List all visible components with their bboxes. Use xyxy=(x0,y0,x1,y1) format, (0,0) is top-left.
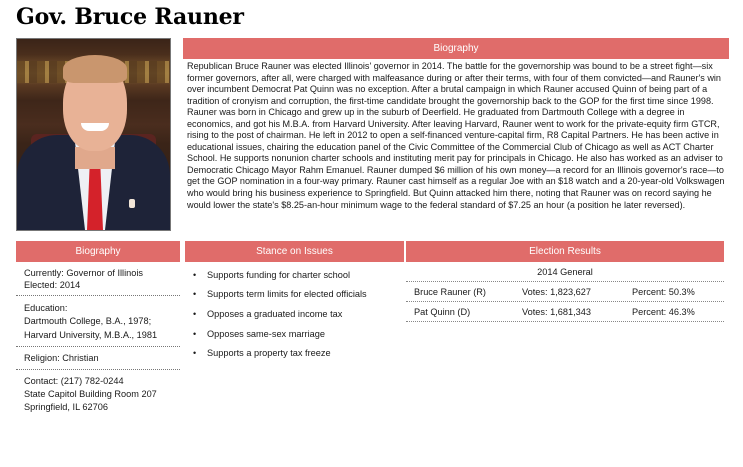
bio-education-block xyxy=(16,296,180,347)
biography-main-header: Biography xyxy=(183,38,729,59)
bio-education-1: Dartmouth College, B.A., 1978; xyxy=(24,316,152,326)
stance-item-label: Opposes same-sex marriage xyxy=(207,328,325,339)
election-votes: Votes: 1,681,343 xyxy=(522,306,591,317)
biography-details xyxy=(16,265,180,418)
bio-education-label: Education: xyxy=(24,303,68,313)
bullet-icon: • xyxy=(193,348,197,359)
election-row xyxy=(406,302,724,322)
portrait-photo xyxy=(16,38,171,231)
bio-current-block xyxy=(16,265,180,296)
bio-contact-phone: Contact: (217) 782-0244 xyxy=(24,376,124,386)
stance-item-label: Supports term limits for elected officials xyxy=(207,289,367,300)
stance-item xyxy=(185,343,404,363)
election-percent: Percent: 46.3% xyxy=(632,306,695,317)
election-candidate: Pat Quinn (D) xyxy=(414,306,471,317)
stance-item-label: Opposes a graduated income tax xyxy=(207,308,343,319)
bullet-icon: • xyxy=(193,328,197,339)
stance-item xyxy=(185,324,404,344)
bio-contact-block xyxy=(16,370,180,418)
stance-header: Stance on Issues xyxy=(185,241,404,262)
bio-religion-block xyxy=(16,347,180,370)
photo-hair xyxy=(63,55,127,83)
bio-education-2: Harvard University, M.B.A., 1981 xyxy=(24,330,158,340)
bio-elected: Elected: 2014 xyxy=(24,280,81,290)
biography-header: Biography xyxy=(16,241,180,262)
bio-current: Currently: Governor of Illinois xyxy=(24,268,143,278)
page-title: Gov. Bruce Rauner xyxy=(16,4,244,30)
election-race: 2014 General xyxy=(406,265,724,282)
stance-list xyxy=(185,265,404,363)
bio-contact-address-1: State Capitol Building Room 207 xyxy=(24,389,157,399)
election-results xyxy=(406,265,724,322)
biography-main-text: Republican Bruce Rauner was elected Illinois' governor in 2014. The battle for the governorship was bound to be a street fight—six former governors, after all, were charged with malfeasance during or after their terms, with four of them convicted—and Rauner's win over incumbent Democrat Pat Quinn was no exception. After a brutal campaign in which Rauner accused Quinn of being part of a tradition of cronyism and corruption, the first-time candidate brought the governorship back to the GOP for the first time since 1998. Rauner was born in Chicago and grew up in the suburb of Deerfield. He graduated from Dartmouth College with a degree in economics, and got his M.B.A. from Harvard University. After leaving Harvard, Rauner went to work for the private-equity firm GTCR, rising to the post of chairman. He left in 2012 to open a self-financed venture-capital firm, R8 Capital Partners. He has been active in educational issues, chairing the education panel of the Civic Committee of the Commercial Club of Chicago as well as ACT Charter School. He supports nonunion charter schools and instituting merit pay for principals in Chicago. He also has worked as an adviser to Democratic Chicago Mayor Rahm Emanuel. Rauner dumped $6 million of his own money—a record for an Illinois governor's race—to get the GOP nomination in a four-way primary. Rauner cast himself as a regular Joe with an $18 watch and a 20-year-old Volkswagen who would bring his business experience to Springfield. But Quinn attacked him there, noting that Rauner was on record saying he would lower the state's $8.25-an-hour minimum wage to the federal standard of $7.25 an hour (a position he later reversed). xyxy=(187,61,725,210)
bullet-icon: • xyxy=(193,308,197,319)
election-percent: Percent: 50.3% xyxy=(632,286,695,297)
bio-religion: Religion: Christian xyxy=(24,353,99,363)
election-row xyxy=(406,282,724,302)
stance-item xyxy=(185,285,404,305)
bullet-icon: • xyxy=(193,289,197,300)
bio-contact-address-2: Springfield, IL 62706 xyxy=(24,402,108,412)
stance-item xyxy=(185,304,404,324)
stance-item-label: Supports funding for charter school xyxy=(207,269,350,280)
stance-item xyxy=(185,265,404,285)
stance-item-label: Supports a property tax freeze xyxy=(207,348,331,359)
photo-lapel-pin xyxy=(129,199,135,208)
election-header: Election Results xyxy=(406,241,724,262)
photo-smile xyxy=(81,123,109,131)
election-candidate: Bruce Rauner (R) xyxy=(414,286,486,297)
election-votes: Votes: 1,823,627 xyxy=(522,286,591,297)
bullet-icon: • xyxy=(193,269,197,280)
